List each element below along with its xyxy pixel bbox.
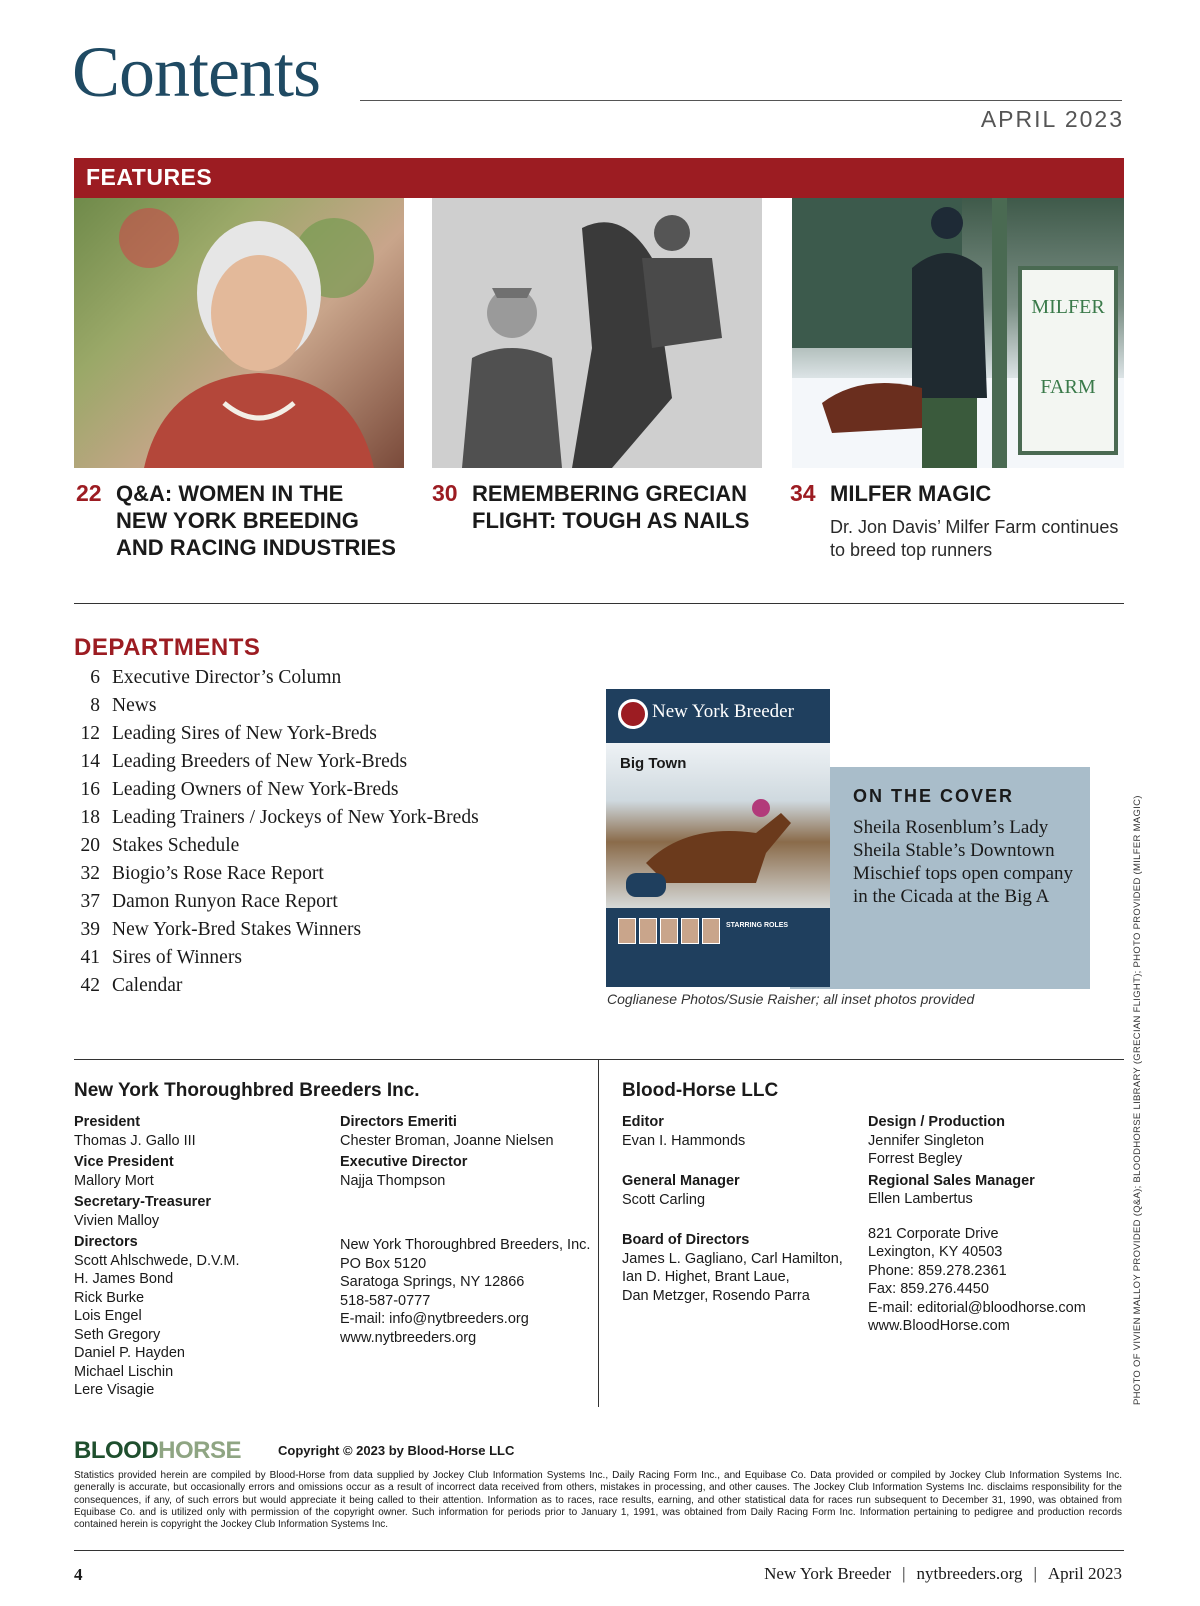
copyright-notice: Copyright © 2023 by Blood-Horse LLC xyxy=(278,1443,515,1458)
department-title: New York-Bred Stakes Winners xyxy=(112,919,362,940)
cover-masthead-title: New York Breeder xyxy=(652,701,794,722)
website-link[interactable]: www.nytbreeders.org xyxy=(340,1329,477,1346)
feature-subtitle: Dr. Jon Davis’ Milfer Farm continues to breed top runners xyxy=(830,517,1119,560)
department-page-number: 12 xyxy=(80,723,100,744)
features-label: FEATURES xyxy=(86,164,213,190)
website-link[interactable]: www.BloodHorse.com xyxy=(868,1318,1010,1334)
magazine-cover-image[interactable] xyxy=(606,689,830,987)
footer-divider xyxy=(74,1550,1124,1551)
exec-director-name: Najja Thompson xyxy=(340,1172,446,1189)
photo-credit-vertical: PHOTO OF VIVIEN MALLOY PROVIDED (Q&A); BLOODHORSE LIBRARY (GRECIAN FLIGHT); PHOTO PROVIDED (MILFER MAGIC) xyxy=(1132,795,1143,1405)
feature-photo-milfer-farm[interactable] xyxy=(792,198,1124,468)
cover-headline: Big Town xyxy=(620,755,687,772)
publication-name: New York Breeder xyxy=(764,1564,892,1583)
department-page-number: 8 xyxy=(90,695,100,716)
phone-number: Phone: 859.278.2361 xyxy=(868,1262,1007,1279)
department-item[interactable] xyxy=(74,863,594,891)
department-page-number: 37 xyxy=(80,891,100,912)
on-the-cover-text: Sheila Rosenblum’s Lady Sheila Stable’s Downtown Mischief tops open company in the Cicada at the Big A xyxy=(853,817,1074,907)
horse-and-jockey-image xyxy=(432,198,762,468)
president-name: Thomas J. Gallo III xyxy=(74,1132,196,1149)
board-label: Board of Directors xyxy=(622,1232,750,1248)
racehorse-image xyxy=(606,743,830,908)
farm-sign-image xyxy=(792,198,1124,468)
email-link[interactable]: E-mail: info@nytbreeders.org xyxy=(340,1311,529,1327)
emeriti-label: Directors Emeriti xyxy=(340,1114,457,1130)
department-title: Calendar xyxy=(112,975,183,996)
footer-separator: | xyxy=(902,1564,906,1583)
director-name: H. James Bond xyxy=(74,1271,174,1287)
board-names: Dan Metzger, Rosendo Parra xyxy=(622,1287,810,1304)
address-line: 821 Corporate Drive xyxy=(868,1225,999,1242)
department-item[interactable] xyxy=(74,835,594,863)
bloodhorse-production xyxy=(868,1113,1086,1336)
design-label: Design / Production xyxy=(868,1114,1005,1130)
svg-text:MILFER: MILFER xyxy=(1031,296,1105,318)
department-title: Leading Sires of New York-Breds xyxy=(112,723,377,744)
department-page-number: 18 xyxy=(80,807,100,828)
department-item[interactable] xyxy=(74,695,594,723)
secretary-name: Vivien Malloy xyxy=(74,1212,160,1229)
feature-photo-grecian-flight[interactable] xyxy=(432,198,762,468)
inset-photo xyxy=(702,918,720,944)
address-line: New York Thoroughbred Breeders, Inc. xyxy=(340,1237,591,1253)
director-name: Michael Lischin xyxy=(74,1363,174,1380)
secretary-label: Secretary-Treasurer xyxy=(74,1194,212,1210)
department-item[interactable] xyxy=(74,919,594,947)
inset-photo xyxy=(681,918,699,944)
title-rule xyxy=(360,100,1122,101)
design-name: Forrest Begley xyxy=(868,1151,963,1167)
director-name: Scott Ahlschwede, D.V.M. xyxy=(74,1252,240,1269)
department-title: Biogio’s Rose Race Report xyxy=(112,863,324,884)
page-number: 4 xyxy=(74,1565,83,1584)
directors-label: Directors xyxy=(74,1234,138,1250)
department-page-number: 14 xyxy=(80,751,100,772)
feature-title-link[interactable]: MILFER MAGIC xyxy=(830,481,992,506)
issue-date-footer: April 2023 xyxy=(1047,1564,1122,1583)
nytb-logo-icon xyxy=(618,699,648,729)
bloodhorse-staff xyxy=(622,1113,843,1305)
address-line: PO Box 5120 xyxy=(340,1255,427,1272)
board-names: James L. Gagliano, Carl Hamilton, xyxy=(622,1250,843,1267)
inset-photo xyxy=(660,918,678,944)
sales-label: Regional Sales Manager xyxy=(868,1172,1035,1189)
footer-separator: | xyxy=(1033,1564,1037,1583)
director-name: Lois Engel xyxy=(74,1308,142,1324)
page-title: Contents xyxy=(72,32,321,112)
address-line: Lexington, KY 40503 xyxy=(868,1244,1003,1260)
inset-photo xyxy=(639,918,657,944)
department-title: Leading Owners of New York-Breds xyxy=(112,779,399,800)
section-divider xyxy=(74,603,1124,604)
department-item[interactable] xyxy=(74,667,594,695)
exec-director-label: Executive Director xyxy=(340,1154,468,1170)
feature-title-link[interactable]: REMEMBERING GRECIAN FLIGHT: TOUGH AS NAILS xyxy=(472,481,750,533)
director-name: Seth Gregory xyxy=(74,1326,161,1343)
department-title: Sires of Winners xyxy=(112,947,242,968)
cover-starring-roles: STARRING ROLES xyxy=(726,922,789,929)
cover-photo-credit: Coglianese Photos/Susie Raisher; all inset photos provided xyxy=(607,991,975,1007)
cover-inset-strip xyxy=(606,908,830,987)
column-divider xyxy=(598,1059,599,1407)
editor-label: Editor xyxy=(622,1114,664,1130)
department-item[interactable] xyxy=(74,779,594,807)
board-names: Ian D. Highet, Brant Laue, xyxy=(622,1269,790,1285)
cover-race-photo xyxy=(606,743,830,908)
section-divider xyxy=(74,1059,1124,1060)
bloodhorse-logo xyxy=(74,1437,241,1465)
phone-number: 518-587-0777 xyxy=(340,1292,431,1309)
design-name: Jennifer Singleton xyxy=(868,1132,985,1149)
feature-photo-qa[interactable] xyxy=(74,198,404,468)
fax-number: Fax: 859.276.4450 xyxy=(868,1281,989,1297)
department-item[interactable] xyxy=(74,807,594,835)
department-item[interactable] xyxy=(74,723,594,751)
president-label: President xyxy=(74,1114,141,1130)
vp-name: Mallory Mort xyxy=(74,1172,154,1189)
bloodhorse-org-name: Blood-Horse LLC xyxy=(622,1080,779,1101)
address-line: Saratoga Springs, NY 12866 xyxy=(340,1274,525,1290)
department-page-number: 39 xyxy=(80,919,100,940)
cover-masthead xyxy=(606,689,830,743)
director-name: Lere Visagie xyxy=(74,1382,155,1398)
nytb-address xyxy=(340,1236,590,1347)
department-title: Leading Breeders of New York-Breds xyxy=(112,751,408,772)
department-page-number: 41 xyxy=(80,947,100,968)
department-page-number: 32 xyxy=(80,863,100,884)
feature-page-number: 30 xyxy=(432,480,458,506)
nytb-officers xyxy=(74,1113,240,1400)
department-item[interactable] xyxy=(74,891,594,919)
departments-list xyxy=(74,667,594,1003)
feature-title-link[interactable]: Q&A: WOMEN IN THE NEW YORK BREEDING AND RACING INDUSTRIES xyxy=(116,481,396,560)
logo-horse-text: HORSE xyxy=(158,1437,242,1464)
inset-photo xyxy=(618,918,636,944)
nytb-emeriti xyxy=(340,1113,554,1190)
data-disclaimer: Statistics provided herein are compiled by Blood-Horse from data supplied by Jockey Club Information Systems Inc., Daily Racing Form Inc., and Equibase Co. Data provided or compiled by Jockey Club Information Systems Inc. generally is accurate, but occasionally errors and omissions occur as a result of incorrect data received from others, mistakes in processing, and other causes. The Jockey Club Information Systems Inc. disclaims responsibility for the consequences, if any, of such errors but would appreciate it being called to their attention. Information as to races, race results, earning, and other statistical data for races run subsequent to December 31, 1990, was obtained from Equibase Co. and is utilized only with permission of the copyright owner. Such information for periods prior to January 1, 1991, was obtained from Daily Racing Form Inc. Information pertaining to pedigree and production records contained herein is copyright the Jockey Club Information Systems Inc. xyxy=(74,1470,1122,1531)
svg-text:FARM: FARM xyxy=(1040,376,1096,398)
department-title: Leading Trainers / Jockeys of New York-Breds xyxy=(112,807,479,828)
features-banner xyxy=(74,158,1124,198)
departments-heading: DEPARTMENTS xyxy=(74,634,261,661)
department-page-number: 20 xyxy=(80,835,100,856)
email-link[interactable]: E-mail: editorial@bloodhorse.com xyxy=(868,1299,1086,1316)
department-page-number: 6 xyxy=(90,667,100,688)
logo-blood-text: BLOOD xyxy=(74,1437,159,1464)
department-item[interactable] xyxy=(74,751,594,779)
department-title: Executive Director’s Column xyxy=(112,667,342,688)
on-the-cover-heading: ON THE COVER xyxy=(853,786,1015,806)
gm-name: Scott Carling xyxy=(622,1191,706,1208)
emeriti-names: Chester Broman, Joanne Nielsen xyxy=(340,1132,554,1149)
running-footer xyxy=(764,1564,1122,1584)
feature-page-number: 34 xyxy=(790,480,816,506)
department-item[interactable] xyxy=(74,975,594,1003)
department-item[interactable] xyxy=(74,947,594,975)
department-title: News xyxy=(112,695,157,716)
editor-name: Evan I. Hammonds xyxy=(622,1132,746,1149)
website-link[interactable]: nytbreeders.org xyxy=(916,1564,1023,1583)
gm-label: General Manager xyxy=(622,1173,740,1189)
department-page-number: 42 xyxy=(80,975,100,996)
department-title: Stakes Schedule xyxy=(112,835,240,856)
vp-label: Vice President xyxy=(74,1154,174,1170)
feature-page-number: 22 xyxy=(76,480,102,506)
sales-name: Ellen Lambertus xyxy=(868,1191,973,1207)
department-title: Damon Runyon Race Report xyxy=(112,891,338,912)
issue-date: APRIL 2023 xyxy=(980,106,1124,132)
nytb-org-name: New York Thoroughbred Breeders Inc. xyxy=(74,1080,420,1101)
department-page-number: 16 xyxy=(80,779,100,800)
woman-portrait-image xyxy=(74,198,404,468)
director-name: Daniel P. Hayden xyxy=(74,1345,185,1361)
director-name: Rick Burke xyxy=(74,1289,145,1306)
